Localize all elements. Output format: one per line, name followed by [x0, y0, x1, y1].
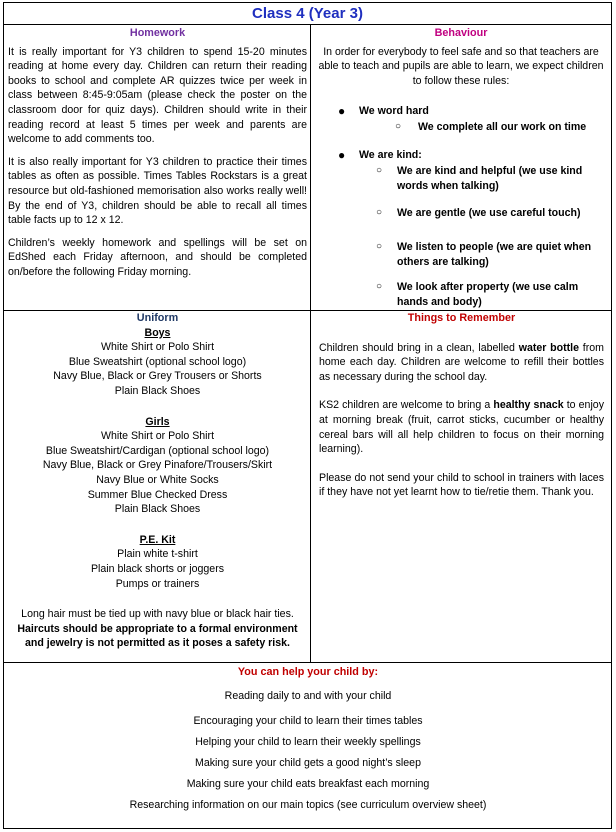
rule-listen: We listen to people (we are quiet when others are talking)	[397, 241, 592, 268]
hair-note: Long hair must be tied up with navy blue or black hair ties.	[21, 608, 294, 621]
girls-item: Navy Blue or White Socks	[96, 473, 219, 486]
water-bottle-highlight: water bottle	[518, 341, 580, 354]
rule-kind: We are kind:	[359, 149, 422, 161]
help-item: Helping your child to learn their weekly spellings	[195, 736, 421, 748]
trainers-paragraph: Please do not send your child to school in trainers with laces if they have not yet learnt how to tie/retie them. Thank you.	[319, 471, 604, 499]
uniform-section	[8, 311, 307, 651]
girls-item: Plain Black Shoes	[114, 503, 201, 516]
girls-item: White Shirt or Polo Shirt	[100, 430, 215, 443]
pe-item: Plain black shorts or joggers	[90, 562, 225, 575]
bullet-icon: ●	[338, 104, 346, 118]
help-item: Making sure your child eats breakfast each morning	[186, 778, 430, 790]
homework-paragraph-2: It is also really important for Y3 children to practice their times tables as often as possible. Times Tables Rockstars is a great resource but old-fashioned memorisation also works really well! By the end of Y3, children should be able to recall all times table facts up to 12 x 12.	[8, 155, 307, 227]
girls-item: Navy Blue, Black or Grey Pinafore/Trousers/Skirt	[42, 459, 273, 472]
rule-kind-helpful: We are kind and helpful (we use kind words when talking)	[397, 165, 583, 192]
boys-item: Blue Sweatshirt (optional school logo)	[68, 355, 247, 368]
healthy-snack-highlight: healthy snack	[493, 399, 564, 412]
girls-item: Blue Sweatshirt/Cardigan (optional school logo)	[45, 444, 270, 457]
bullet-icon: ●	[338, 148, 346, 162]
homework-paragraph-3: Children’s weekly homework and spellings will be set on EdShed each Friday afternoon, and should be completed on/before the following Friday morning.	[8, 236, 307, 278]
rule-property: We look after property (we use calm hands and body)	[397, 281, 579, 308]
behaviour-intro: In order for everybody to feel safe and so that teachers are able to teach and pupils are able to learn, we expect children to follow these rules:	[318, 45, 604, 87]
rule-complete-work: We complete all our work on time	[418, 121, 587, 133]
uniform-heading: Uniform	[136, 312, 179, 324]
help-section	[8, 665, 608, 813]
snack-paragraph: KS2 children are welcome to bring a healthy snack to enjoy at morning break (fruit, carrot sticks, cucumber or healthy cereal bars will all help children to focus on their morning learning).	[319, 399, 604, 456]
homework-heading: Homework	[129, 27, 186, 39]
boys-item: Navy Blue, Black or Grey Trousers or Shorts	[53, 370, 262, 383]
pe-item: Pumps or trainers	[115, 577, 200, 590]
girls-heading: Girls	[145, 415, 170, 428]
boys-heading: Boys	[144, 326, 171, 339]
row-divider-2	[4, 662, 611, 663]
column-divider	[310, 24, 311, 662]
things-to-remember-section	[319, 311, 604, 500]
behaviour-heading: Behaviour	[434, 27, 488, 39]
things-heading: Things to Remember	[407, 312, 516, 324]
help-item: Reading daily to and with your child	[224, 690, 392, 702]
circle-bullet-icon: ○	[395, 121, 402, 132]
behaviour-rules	[316, 104, 606, 310]
circle-bullet-icon: ○	[376, 207, 383, 218]
water-bottle-paragraph: Children should bring in a clean, labelled water bottle from home each day. Children are welcome to refill their bottles as necessary during the school day.	[319, 341, 604, 383]
boys-item: White Shirt or Polo Shirt	[100, 341, 215, 354]
girls-item: Summer Blue Checked Dress	[87, 488, 228, 501]
page-title: Class 4 (Year 3)	[4, 3, 611, 25]
help-item: Researching information on our main topics (see curriculum overview sheet)	[129, 799, 487, 811]
pe-item: Plain white t-shirt	[117, 548, 198, 561]
circle-bullet-icon: ○	[376, 281, 383, 292]
homework-paragraph-1: It is really important for Y3 children to spend 15-20 minutes reading at home every day. Children can return their reading books to school and complete AR quizzes twice per week in class between 8:45-9:05am (please check the poster on the classroom door for quiz days). Children should write in their reading record at least 5 times per week and parents are welcome to add comments too.	[8, 45, 307, 146]
boys-item: Plain Black Shoes	[114, 384, 201, 397]
haircut-jewelry-note: Haircuts should be appropriate to a formal environment and jewelry is not permitted as it poses a safety risk.	[17, 622, 298, 650]
behaviour-section	[316, 26, 606, 88]
help-item: Making sure your child gets a good night’s sleep	[195, 757, 421, 769]
circle-bullet-icon: ○	[376, 165, 383, 176]
homework-section	[8, 26, 307, 280]
rule-work-hard: We word hard	[359, 105, 429, 117]
rule-gentle: We are gentle (we use careful touch)	[397, 207, 581, 219]
help-item: Encouraging your child to learn their times tables	[193, 715, 423, 727]
circle-bullet-icon: ○	[376, 241, 383, 252]
help-heading: You can help your child by:	[237, 666, 379, 678]
pe-kit-heading: P.E. Kit	[139, 533, 176, 546]
